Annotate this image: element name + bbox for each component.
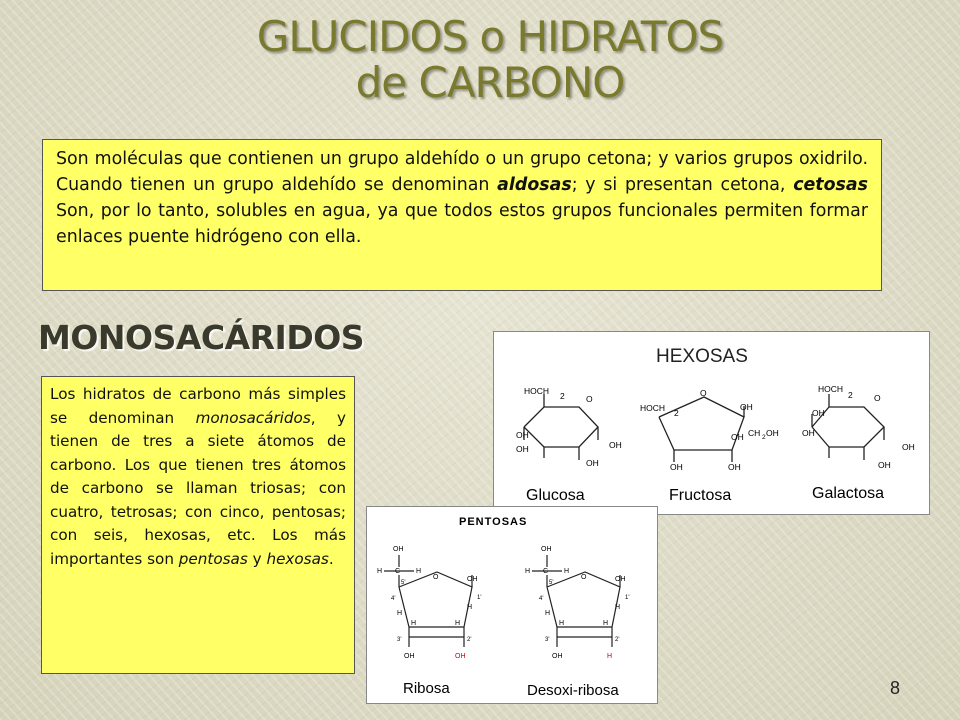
term-monosacaridos: monosacáridos [195,408,311,427]
ribose-2prime: 2' [467,637,472,643]
hexoses-figure [493,331,930,515]
deoxyribose-h: H [559,620,565,627]
term-hexosas: hexosas [266,549,329,568]
term-cetosas: cetosas [793,175,868,195]
deoxyribose-h: H [564,568,570,575]
glucose-hoch: HOCH [524,386,550,396]
fructose-o: O [700,388,707,398]
pentoses-diagram [367,507,657,703]
deoxyribose-oh: OH [615,576,626,583]
galactose-o: O [874,393,881,403]
fructose-oh: OH [670,462,683,472]
intro-text: Son moléculas que contienen un grupo aldehído o un grupo cetona; y varios grupos oxidrilo. Cuando tienen un grupo aldehído se denominan [56,149,868,195]
ribose-o: O [433,574,439,581]
deoxyribose-1prime: 1' [625,595,630,601]
title-line-2: de CARBONO [355,58,625,107]
glucose-o: O [586,394,593,404]
glucose-label: Glucosa [526,487,585,504]
ribose-1prime: 1' [477,595,482,601]
fructose-sub2: 2 [674,408,679,418]
fructose-hoch: HOCH [640,403,666,413]
deoxyribose-oh: OH [541,546,552,553]
intro-text: ; y si presentan cetona, [571,175,794,195]
hexoses-title: HEXOSAS [656,346,748,367]
ribose-oh: OH [404,653,415,660]
ribose-oh: OH [393,546,404,553]
ribose-h: H [416,568,422,575]
mono-text: , y tienen de tres a siete átomos de carbono. Los que tienen tres átomos de carbono se llaman triosas; con cuatro, tetrosas; con cinco, pentosas; con seis, hexosas, etc. Los más importantes son [50,408,346,568]
galactose-sub2: 2 [848,390,853,400]
fructose-oh: OH [740,402,753,412]
ribose-5prime: 5' [401,580,406,586]
ribose-h: H [411,620,417,627]
glucose-sub2: 2 [560,391,565,401]
deoxyribose-h-2prime: H [607,653,613,660]
section-title-monosacaridos: MONOSACÁRIDOS [38,318,365,357]
galactose-oh: OH [812,408,825,418]
deoxyribose-2prime: 2' [615,637,620,643]
monosaccharides-box [41,376,355,674]
ribose-oh: OH [467,576,478,583]
galactose-oh: OH [902,442,915,452]
fructose-label: Fructosa [669,487,732,504]
term-pentosas: pentosas [178,549,248,568]
deoxyribose-h: H [525,568,531,575]
deoxyribose-c: C [543,568,549,575]
mono-text: y [247,549,267,568]
slide-title [160,14,820,106]
ribose-c: C [395,568,401,575]
fructose-oh: OH [728,462,741,472]
glucose-oh: OH [516,444,529,454]
deoxyribose-5prime: 5' [549,580,554,586]
ribose-4prime: 4' [391,596,396,602]
fructose-sub2: 2 [762,434,766,441]
galactose-oh: OH [878,460,891,470]
ribose-3prime: 3' [397,637,402,643]
ribose-h: H [397,610,403,617]
pentoses-figure [366,506,658,704]
deoxyribose-oh: OH [552,653,563,660]
galactose-oh: OH [802,428,815,438]
deoxyribose-h: H [615,604,621,611]
ribose-label: Ribosa [403,680,450,697]
intro-text: Son, por lo tanto, solubles en agua, ya que todos estos grupos funcionales permiten formar enlaces puente hidrógeno con ella. [56,201,868,247]
title-line-1: GLUCIDOS o HIDRATOS [256,12,724,61]
ribose-h: H [467,604,473,611]
mono-text: . [328,549,334,568]
intro-box [42,139,882,291]
mono-text: Los hidratos de carbono más simples se denominan [50,385,346,427]
fructose-ch2oh: CH [748,428,761,438]
glucose-oh: OH [516,430,529,440]
term-aldosas: aldosas [497,175,572,195]
deoxyribose-3prime: 3' [545,637,550,643]
page-number: 8 [890,678,901,698]
deoxyribose-h: H [603,620,609,627]
glucose-oh: OH [609,440,622,450]
deoxyribose-o: O [581,574,587,581]
fructose-oh: OH [731,432,744,442]
ribose-h: H [455,620,461,627]
ribose-h: H [377,568,383,575]
deoxyribose-label: Desoxi-ribosa [527,682,619,699]
galactose-label: Galactosa [812,485,885,502]
fructose-ch2oh-tail: OH [766,428,779,438]
ribose-oh-2prime: OH [455,653,466,660]
hexoses-diagram [494,332,929,514]
galactose-hoch: HOCH [818,384,844,394]
deoxyribose-4prime: 4' [539,596,544,602]
pentoses-title: PENTOSAS [459,516,528,528]
glucose-oh: OH [586,458,599,468]
deoxyribose-h: H [545,610,551,617]
galactose-structure [812,394,884,460]
fructose-structure [659,397,744,462]
